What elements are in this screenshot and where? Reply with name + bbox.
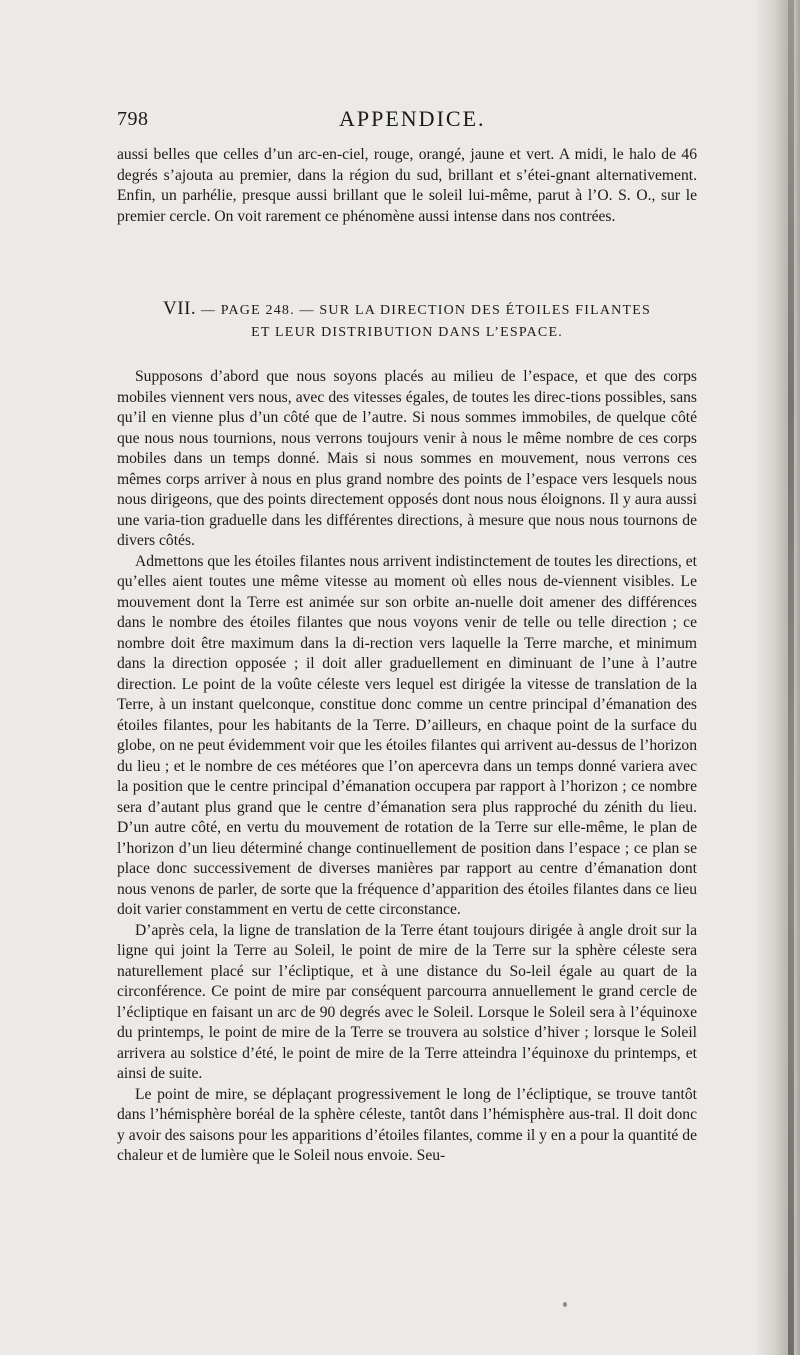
page-number: 798	[117, 108, 149, 130]
body-paragraph: Le point de mire, se déplaçant progressivement le long de l’écliptique, se trouve tantôt dans l’hémisphère boréal de la sphère céleste, tantôt dans l’hémisphère aus-tral. Il doit donc y avoir des saisons pour les apparitions d’étoiles filantes, comme il y en a pour la quantité de chaleur et de lumière que le Soleil nous envoie. Seu-	[117, 1085, 697, 1164]
intro-paragraph: aussi belles que celles d’un arc-en-ciel, rouge, orangé, jaune et vert. A midi, le halo de 46 degrés s’ajouta au premier, dans la région du sud, brillant et s’étei-gnant alternativement. Enfin, un parhélie, presque aussi brillant que le soleil lui-même, parut à l’O. S. O., sur le premier cercle. On voit rarement ce phénomène aussi intense dans nos contrées.	[117, 146, 697, 225]
running-title: APPENDICE.	[339, 106, 486, 131]
binding-edge	[788, 0, 794, 1355]
body-paragraph: Admettons que les étoiles filantes nous arrivent indistinctement de toutes les directions, et qu’elles aient toutes une même vitesse au moment où elles nous de-viennent visibles. Le mouvement dont la Terre est animée sur son orbite an-nuelle doit amener des différences dans le nombre des étoiles filantes que nous voyons venir de telle ou telle direction ; ce nombre doit être maximum dans la di-rection vers laquelle la Terre marche, et minimum dans la direction opposée ; il doit aller graduellement en diminuant de l’une à l’autre direction. Le point de la voûte céleste vers lequel est dirigée la vitesse de translation de la Terre, à un instant quelconque, constitue donc comme un centre principal d’émanation des étoiles filantes, pour les habitants de la Terre. D’ailleurs, en chaque point de la surface du globe, on ne peut évidemment voir que les étoiles filantes qui arrivent au-dessus de l’horizon du lieu ; et le nombre de ces météores que l’on apercevra dans un temps donné variera avec la position que le centre principal d’émanation occupera par rapport à l’horizon ; ce nombre sera d’autant plus grand que le centre d’émanation sera plus rapproché du zénith du lieu. D’un autre côté, en vertu du mouvement de rotation de la Terre sur elle-même, le plan de l’horizon d’un lieu déterminé change continuellement de position dans l’espace ; ce plan se place donc successivement de diverses manières par rapport au centre d’émanation dont nous venons de parler, de sorte que la fréquence d’apparition des étoiles filantes dans ce lieu doit varier constamment en vertu de cette circonstance.	[117, 552, 697, 918]
paper-speck	[563, 1302, 567, 1307]
body-paragraph: D’après cela, la ligne de translation de la Terre étant toujours dirigée à angle droit sur la ligne qui joint la Terre au Soleil, le point de mire de la Terre sur la sphère céleste sera naturellement placé sur l’écliptique, et à une distance du So-leil égale au quart de la circonférence. Ce point de mire par conséquent parcourra annuellement le grand cercle de l’écliptique en faisant un arc de 90 degrés avec le Soleil. Lorsque le Soleil sera à l’équinoxe du printemps, le point de mire de la Terre se trouvera au solstice d’hiver ; lorsque le Soleil arrivera au solstice d’été, le point de mire de la Terre atteindra l’équinoxe du printemps, et ainsi de suite.	[117, 921, 697, 1082]
intro-paragraph-block	[117, 145, 697, 227]
section-title-line-2: ET LEUR DISTRIBUTION DANS L’ESPACE.	[251, 325, 563, 340]
page-header	[117, 108, 697, 138]
section-title-line-1: — PAGE 248. — SUR LA DIRECTION DES ÉTOILES FILANTES	[200, 303, 651, 318]
section-numeral: VII.	[163, 298, 197, 319]
body-paragraph: Supposons d’abord que nous soyons placés au milieu de l’espace, et que des corps mobiles viennent vers nous, avec des vitesses égales, de toutes les direc-tions possibles, sans qu’il en vienne plus d’un côté que de l’autre. Si nous sommes immobiles, de quelque côté que nous nous tournions, nous verrons toujours venir à nous le même nombre de ces corps mobiles dans un temps donné. Mais si nous sommes en mouvement, nous verrons ces mêmes corps arriver à nous en plus grand nombre des points de l’espace vers lesquels nous nous dirigeons, que des points directement opposés dont nous nous éloignons. Il y aura aussi une varia-tion graduelle dans les différentes directions, à mesure que nous nous tournons de divers côtés.	[117, 368, 697, 549]
section-heading-line-1	[117, 298, 697, 322]
body-text	[117, 367, 697, 1167]
section-heading	[117, 298, 697, 344]
